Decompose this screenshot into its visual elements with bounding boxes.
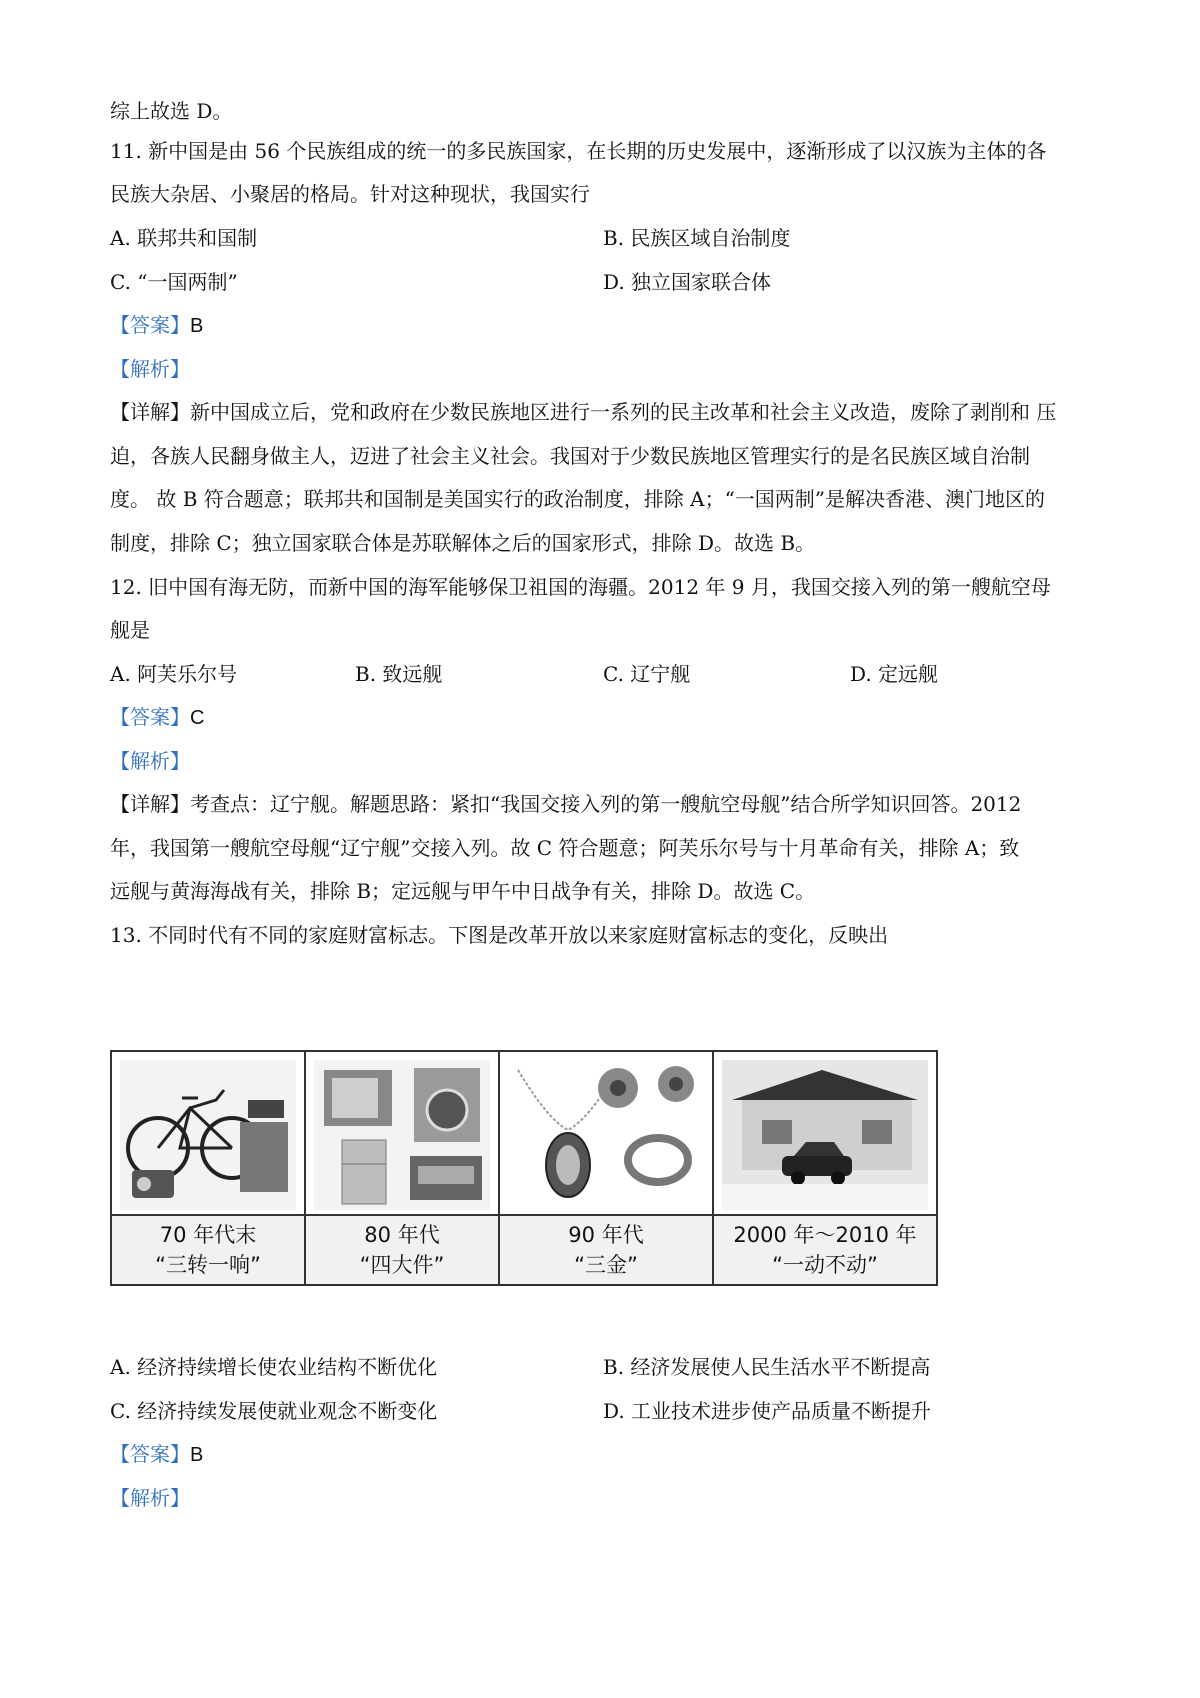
panel-2-label: “四大件” xyxy=(359,1253,445,1277)
answer-label: 【答案】 xyxy=(110,705,190,729)
answer-value: C xyxy=(190,707,205,729)
q13-answer xyxy=(110,1440,203,1469)
necklace-earrings-ring-icon xyxy=(508,1060,704,1210)
q12-stem-line-1: 12. 旧中国有海无防，而新中国的海军能够保卫祖国的海疆。2012 年 9 月，我国交接入列的第一艘航空母 xyxy=(110,575,1051,599)
answer-label: 【答案】 xyxy=(110,1442,190,1466)
q12-stem-line-2: 舰是 xyxy=(110,618,150,642)
panel-3-period: 90 年代 xyxy=(568,1223,644,1247)
panel-1-period: 70 年代末 xyxy=(159,1223,257,1247)
figure-panel-3 xyxy=(500,1052,714,1284)
q13-analysis-label: 【解析】 xyxy=(110,1486,190,1510)
q11-detail-line-4: 制度，排除 C；独立国家联合体是苏联解体之后的国家形式，排除 D。故选 B。 xyxy=(110,531,816,555)
q11-option-b: B. 民族区域自治制度 xyxy=(603,226,791,250)
q12-detail-line-1: 【详解】考查点：辽宁舰。解题思路：紧扣“我国交接入列的第一艘航空母舰”结合所学知识回答。2012 xyxy=(110,792,1022,816)
answer-value: B xyxy=(190,315,204,337)
answer-label: 【答案】 xyxy=(110,313,190,337)
q11-stem-line-2: 民族大杂居、小聚居的格局。针对这种现状，我国实行 xyxy=(110,182,590,206)
q11-option-a: A. 联邦共和国制 xyxy=(110,226,258,250)
q12-answer xyxy=(110,703,204,732)
q11-answer xyxy=(110,311,203,340)
bicycle-sewing-machine-radio-icon xyxy=(120,1060,296,1210)
panel-4-period: 2000 年～2010 年 xyxy=(733,1223,917,1247)
q12-option-c: C. 辽宁舰 xyxy=(603,662,691,686)
q13-option-d: D. 工业技术进步使产品质量不断提升 xyxy=(603,1399,932,1423)
tv-washer-fridge-recorder-icon xyxy=(314,1060,490,1210)
q13-option-c: C. 经济持续发展使就业观念不断变化 xyxy=(110,1399,438,1423)
panel-3-label: “三金” xyxy=(574,1253,638,1277)
q12-option-a: A. 阿芙乐尔号 xyxy=(110,662,238,686)
figure-panel-4 xyxy=(714,1052,936,1284)
q11-analysis-label: 【解析】 xyxy=(110,357,190,381)
answer-value: B xyxy=(190,1444,204,1466)
q11-detail-line-1: 【详解】新中国成立后，党和政府在少数民族地区进行一系列的民主改革和社会主义改造，废除了剥削和 压 xyxy=(110,400,1057,424)
q11-option-d: D. 独立国家联合体 xyxy=(603,270,772,294)
wealth-symbols-figure xyxy=(110,1050,938,1286)
q13-option-a: A. 经济持续增长使农业结构不断优化 xyxy=(110,1355,438,1379)
q11-detail-line-3: 度。 故 B 符合题意；联邦共和国制是美国实行的政治制度，排除 A；“一国两制”是解决香港、澳门地区的 xyxy=(110,487,1046,511)
car-house-icon xyxy=(722,1060,928,1210)
panel-2-period: 80 年代 xyxy=(364,1223,440,1247)
panel-4-caption xyxy=(714,1214,936,1284)
q12-detail-line-3: 远舰与黄海海战有关，排除 B；定远舰与甲午中日战争有关，排除 D。故选 C。 xyxy=(110,879,816,903)
intro-line: 综上故选 D。 xyxy=(110,99,233,123)
figure-panel-2 xyxy=(306,1052,500,1284)
panel-2-caption xyxy=(306,1214,498,1284)
q12-analysis-label: 【解析】 xyxy=(110,749,190,773)
q11-option-c: C. “一国两制” xyxy=(110,270,238,294)
q11-stem-line-1: 11. 新中国是由 56 个民族组成的统一的多民族国家，在长期的历史发展中，逐渐形成了以汉族为主体的各 xyxy=(110,139,1047,163)
q12-detail-line-2: 年，我国第一艘航空母舰“辽宁舰”交接入列。故 C 符合题意；阿芙乐尔号与十月革命有关，排除 A；致 xyxy=(110,836,1020,860)
figure-panel-1 xyxy=(112,1052,306,1284)
q12-option-d: D. 定远舰 xyxy=(850,662,939,686)
q11-detail-line-2: 迫，各族人民翻身做主人，迈进了社会主义社会。我国对于少数民族地区管理实行的是名民族区域自治制 xyxy=(110,444,1030,468)
panel-1-caption xyxy=(112,1214,304,1284)
panel-4-label: “一动不动” xyxy=(772,1253,878,1277)
q12-option-b: B. 致远舰 xyxy=(355,662,443,686)
panel-1-label: “三转一响” xyxy=(155,1253,261,1277)
panel-3-caption xyxy=(500,1214,712,1284)
q13-option-b: B. 经济发展使人民生活水平不断提高 xyxy=(603,1355,931,1379)
q13-stem-line-1: 13. 不同时代有不同的家庭财富标志。下图是改革开放以来家庭财富标志的变化，反映出 xyxy=(110,923,889,947)
